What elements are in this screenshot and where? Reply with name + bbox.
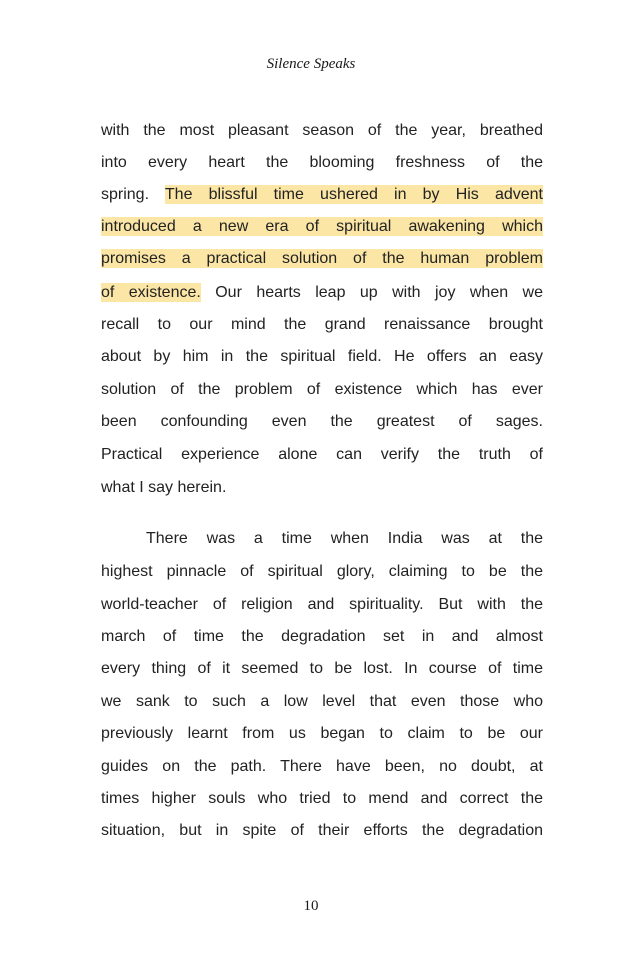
highlighted-text: The blissful time ushered in by His advent: [164, 186, 543, 203]
text-line: been confounding even the greatest of sages.: [101, 413, 543, 430]
text-line: we sank to such a low level that even those who: [101, 693, 543, 710]
text-line: solution of the problem of existence which has ever: [101, 381, 543, 398]
text-line: with the most pleasant season of the year, breathed: [101, 122, 543, 139]
text-line: [101, 243, 543, 275]
text-line: what I say herein.: [101, 479, 227, 496]
text-line: guides on the path. There have been, no doubt, at: [101, 758, 543, 775]
text-plain: Our hearts leap up with joy when we: [200, 284, 544, 301]
text-line: There was a time when India was at the: [146, 530, 543, 547]
text-line: [101, 179, 543, 211]
text-line: world-teacher of religion and spirituality. But with the: [101, 596, 543, 613]
highlighted-text: promises a practical solution of the human problem: [101, 250, 543, 267]
text-line: Practical experience alone can verify the truth of: [101, 446, 543, 463]
text-line: previously learnt from us began to claim to be our: [101, 725, 543, 742]
running-header: Silence Speaks: [266, 56, 356, 72]
text-line: times higher souls who tried to mend and correct the: [101, 790, 543, 807]
text-line: every thing of it seemed to be lost. In course of time: [101, 660, 543, 677]
highlighted-text: of existence.: [101, 284, 201, 301]
highlighted-text: introduced a new era of spiritual awakening which: [101, 218, 543, 235]
text-line: highest pinnacle of spiritual glory, claiming to be the: [101, 563, 543, 580]
text-line: [101, 277, 543, 309]
text-line: into every heart the blooming freshness of the: [101, 154, 543, 171]
page-number: 10: [303, 898, 319, 914]
text-line: [101, 211, 543, 243]
text-line: march of time the degradation set in and almost: [101, 628, 543, 645]
text-plain: spring.: [101, 186, 165, 203]
text-line: situation, but in spite of their efforts the degradation: [101, 822, 543, 839]
text-line: about by him in the spiritual field. He offers an easy: [101, 348, 543, 365]
text-line: recall to our mind the grand renaissance brought: [101, 316, 543, 333]
